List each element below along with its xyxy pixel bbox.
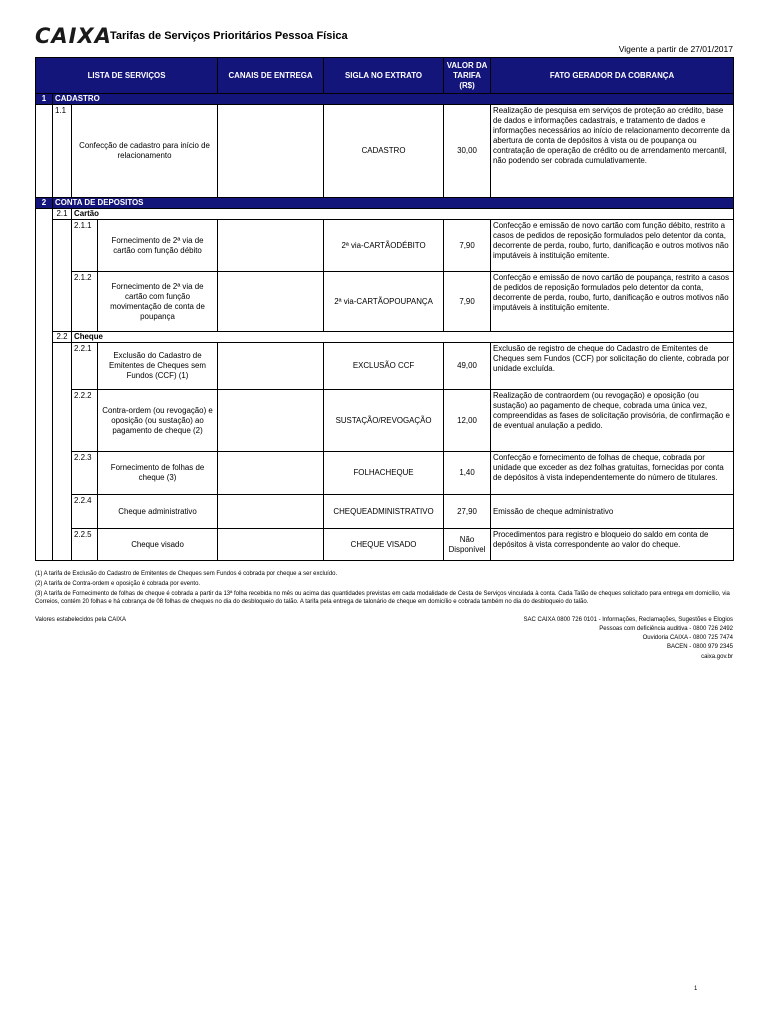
section-num: 2 (36, 198, 53, 209)
tariff-table (35, 57, 734, 561)
row-sigla: CADASTRO (324, 105, 444, 198)
row-service: Fornecimento de folhas de cheque (3) (98, 452, 218, 495)
page-title: Tarifas de Serviços Prioritários Pessoa Física (110, 30, 348, 42)
subsection-title: Cartão (72, 209, 734, 220)
contact-deficiencia: Pessoas com deficiência auditiva - 0800 726 2492 (599, 626, 733, 632)
row-canais (218, 495, 324, 529)
row-num: 2.2.4 (72, 495, 98, 529)
row-num: 2.2.1 (72, 343, 98, 390)
row-fato: Procedimentos para registro e bloqueio do saldo em conta de depósitos à vista correspondente ao valor do cheque. (491, 529, 734, 561)
col-valor: VALOR DA TARIFA (R$) (444, 58, 491, 94)
row-service: Contra-ordem (ou revogação) e oposição (ou sustação) ao pagamento de cheque (2) (98, 390, 218, 452)
row-service: Exclusão do Cadastro de Emitentes de Cheques sem Fundos (CCF) (1) (98, 343, 218, 390)
table-row (36, 343, 734, 390)
row-canais (218, 452, 324, 495)
row-fato: Realização de contraordem (ou revogação) e oposição (ou sustação) ao pagamento de cheque, cobrada uma única vez, compreendidas as fases de solicitação provisória, de confirmação e de eventual anulação a pedido. (491, 390, 734, 452)
row-valor: 7,90 (444, 220, 491, 272)
row-fato: Emissão de cheque administrativo (491, 495, 734, 529)
row-valor: Não Disponível (444, 529, 491, 561)
row-sigla: FOLHACHEQUE (324, 452, 444, 495)
contact-bacen: BACEN - 0800 979 2345 (666, 644, 733, 650)
section-title: CADASTRO (53, 94, 734, 105)
row-fato: Confecção e fornecimento de folhas de cheque, cobrada por unidade que exceder as dez folhas gratuitas, fornecidas por conta de depósitos à vista independentemente do número de titulares. (491, 452, 734, 495)
footnote-1: (1) A tarifa de Exclusão do Cadastro de Emitentes de Cheques sem Fundos é cobrada por cheque a ser excluído. (35, 571, 338, 577)
contact-sac: SAC CAIXA 0800 726 0101 - Informações, Reclamações, Sugestões e Elogios (523, 617, 733, 623)
row-canais (218, 272, 324, 332)
row-sigla: 2ª via-CARTÃODÉBITO (324, 220, 444, 272)
row-sigla: CHEQUEADMINISTRATIVO (324, 495, 444, 529)
row-num: 2.2.5 (72, 529, 98, 561)
effective-date: Vigente a partir de 27/01/2017 (618, 44, 733, 54)
table-row (36, 220, 734, 272)
row-sigla: EXCLUSÃO CCF (324, 343, 444, 390)
row-valor: 49,00 (444, 343, 491, 390)
row-service: Cheque administrativo (98, 495, 218, 529)
section-row (36, 94, 734, 105)
table-header (36, 58, 734, 94)
subsection-row (36, 332, 734, 343)
caixa-logo: CAIXA (35, 24, 112, 48)
row-valor: 1,40 (444, 452, 491, 495)
section-title: CONTA DE DEPOSITOS (53, 198, 734, 209)
subsection-num: 2.2 (53, 332, 72, 343)
row-valor: 7,90 (444, 272, 491, 332)
col-sigla: SIGLA NO EXTRATO (324, 58, 444, 94)
row-num: 2.1.2 (72, 272, 98, 332)
row-service: Fornecimento de 2ª via de cartão com função débito (98, 220, 218, 272)
valores-note: Valores estabelecidos pela CAIXA (35, 617, 126, 623)
subsection-row (36, 209, 734, 220)
row-fato: Confecção e emissão de novo cartão de poupança, restrito a casos de pedidos de reposição formulados pelo detentor da conta, decorrente de perda, roubo, furto, danificação e outros motivos não imputáveis à instituição emitente. (491, 272, 734, 332)
row-valor: 30,00 (444, 105, 491, 198)
row-canais (218, 529, 324, 561)
section-num: 1 (36, 94, 53, 105)
row-num: 2.2.2 (72, 390, 98, 452)
row-sigla: CHEQUE VISADO (324, 529, 444, 561)
row-service: Fornecimento de 2ª via de cartão com função movimentação de conta de poupança (98, 272, 218, 332)
table-row (36, 495, 734, 529)
row-fato: Confecção e emissão de novo cartão com função débito, restrito a casos de pedidos de reposição formulados pelo detentor da conta, decorrente de perda, roubo, furto, danificação e outros motivos não imputáveis à instituição emitente. (491, 220, 734, 272)
row-canais (218, 105, 324, 198)
footnote-3: (3) A tarifa de Fornecimento de folhas de cheque é cobrada a partir da 13ª folha recebida no mês ou acima das quantidades previstas em cada modalidade de Cesta de Serviços vinculada à conta. Cada Talão de cheques solicitado para entrega em domicílio, via Correios, contém 20 folhas e há cobrança de 08 folhas de cheques no dia do desbloqueio do talão. A tarifa pela entrega de talonário de cheque em domicílio e cobrada também no dia do desbloqueio do talão. (35, 591, 730, 605)
row-sigla: SUSTAÇÃO/REVOGAÇÃO (324, 390, 444, 452)
row-valor: 27,90 (444, 495, 491, 529)
page-number: 1 (694, 986, 698, 992)
row-num: 1.1 (53, 105, 72, 198)
col-fato: FATO GERADOR DA COBRANÇA (491, 58, 734, 94)
row-canais (218, 220, 324, 272)
table-row (36, 452, 734, 495)
row-fato: Exclusão de registro de cheque do Cadastro de Emitentes de Cheques sem Fundos (CCF) por solicitação do cliente, cobrada por unidade excluída. (491, 343, 734, 390)
col-canais: CANAIS DE ENTREGA (218, 58, 324, 94)
row-sigla: 2ª via-CARTÃOPOUPANÇA (324, 272, 444, 332)
subsection-num: 2.1 (53, 209, 72, 220)
table-row (36, 390, 734, 452)
subsection-title: Cheque (72, 332, 734, 343)
table-row (36, 105, 734, 198)
table-row (36, 272, 734, 332)
row-valor: 12,00 (444, 390, 491, 452)
contact-ouvidoria: Ouvidoria CAIXA - 0800 725 7474 (642, 635, 733, 641)
row-canais (218, 343, 324, 390)
col-lista: LISTA DE SERVIÇOS (36, 58, 218, 94)
section-row (36, 198, 734, 209)
row-num: 2.2.3 (72, 452, 98, 495)
row-num: 2.1.1 (72, 220, 98, 272)
footnote-2: (2) A tarifa de Contra-ordem e oposição é cobrada por evento. (35, 581, 201, 587)
row-service: Cheque visado (98, 529, 218, 561)
row-fato: Realização de pesquisa em serviços de proteção ao crédito, base de dados e informações cadastrais, e tratamento de dados e informações necessários ao início de relacionamento decorrente da abertura de conta de depósitos à vista ou de poupança ou contratação de operação de crédito ou de arrendamento mercantil, não podendo ser cobrada cumulativamente. (491, 105, 734, 198)
contact-site: caixa.gov.br (701, 654, 733, 660)
row-service: Confecção de cadastro para início de relacionamento (72, 105, 218, 198)
table-row (36, 529, 734, 561)
row-canais (218, 390, 324, 452)
